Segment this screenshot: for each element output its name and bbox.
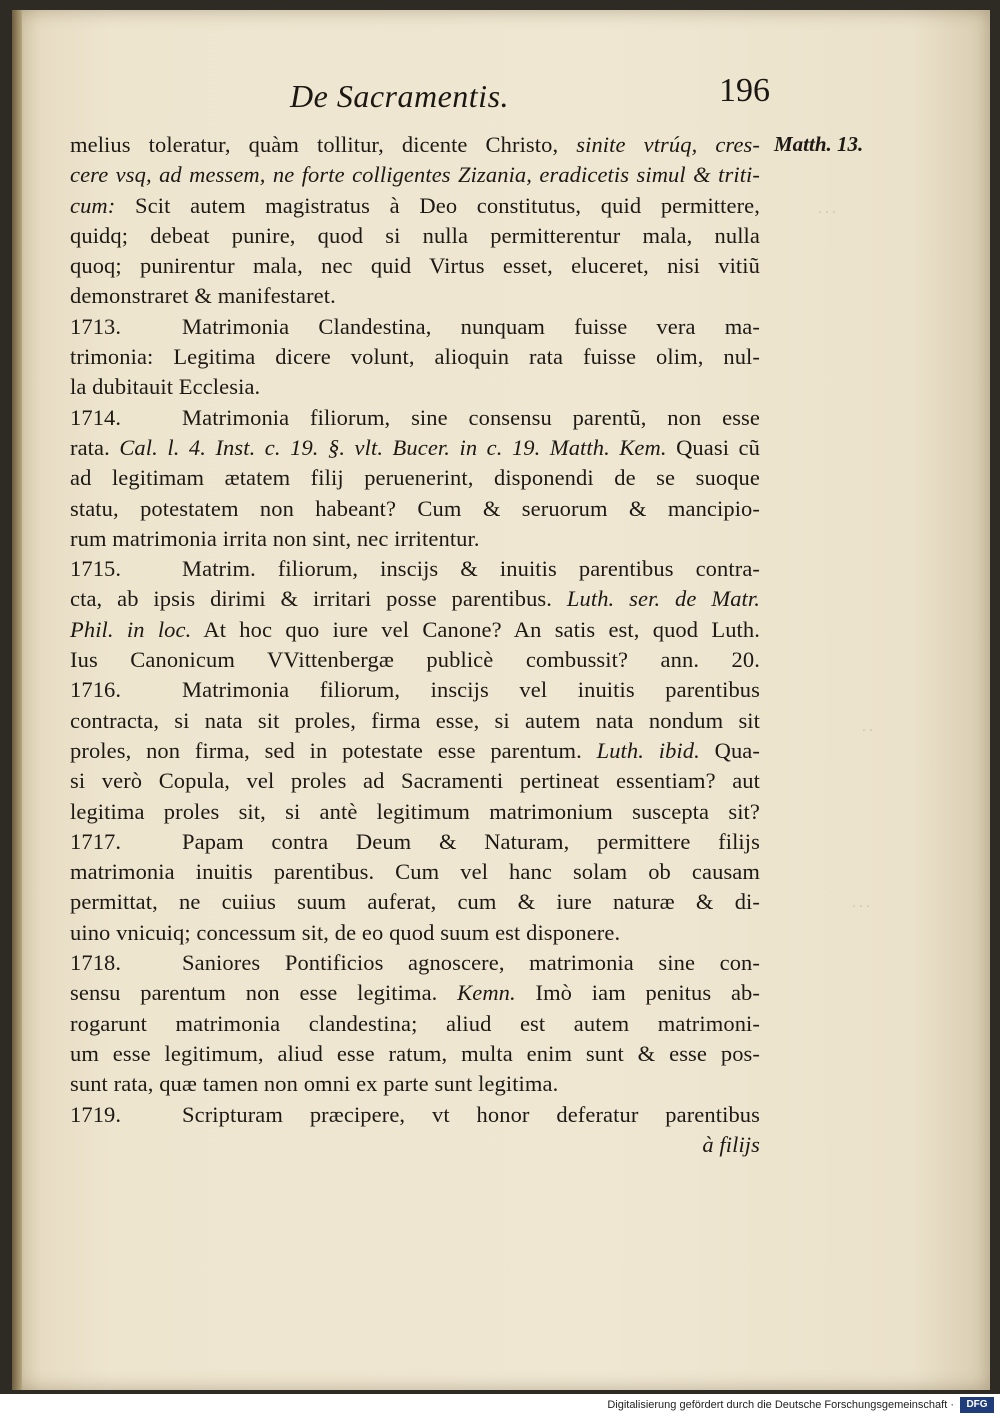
line-text: At hoc quo iure vel Canone? An satis est, quod Luth.	[191, 616, 760, 642]
text-line	[70, 342, 760, 372]
bleed-through-mark: · · ·	[852, 900, 870, 915]
page-binding-edge	[12, 10, 22, 1390]
paragraph-number: 1713.	[70, 313, 122, 339]
line-text: legitima proles sit, si antè legitimum matrimonium suscepta sit?	[70, 798, 760, 824]
line-text: melius toleratur, quàm tollitur, dicente Christo,	[70, 132, 577, 157]
line-text: Papam contra Deum & Naturam, permittere filijs	[182, 828, 760, 854]
bleed-through-mark: · · ·	[818, 206, 836, 221]
line-text: sunt rata, quæ tamen non omni ex parte sunt legitima.	[70, 1071, 559, 1097]
text-line	[70, 494, 760, 524]
dfg-credit-text: Digitalisierung gefördert durch die Deutsche Forschungsgemeinschaft ·	[607, 1399, 954, 1411]
text-line	[70, 1039, 760, 1069]
line-text: Matrimonia Clandestina, nunquam fuisse vera ma-	[182, 313, 760, 339]
page-number: 196	[719, 72, 770, 109]
paragraph-number: 1718.	[70, 950, 122, 976]
text-line	[70, 433, 760, 463]
text-line	[70, 706, 760, 736]
line-text: Matrimonia filiorum, inscijs vel inuitis parentibus	[182, 677, 760, 703]
line-text: rata.	[70, 434, 120, 460]
text-line	[70, 887, 760, 917]
italic-citation: Luth. ibid.	[596, 737, 700, 763]
italic-citation: cere vsq, ad messem, ne forte colligentes Zizania, eradicetis simul & triti-	[70, 162, 760, 188]
text-line	[70, 766, 760, 796]
line-text: quidq; debeat punire, quod si nulla permitterentur mala, nulla	[70, 222, 760, 248]
text-line	[70, 797, 760, 827]
italic-citation: Cal. l. 4. Inst. c. 19. §. vlt. Bucer. in c. 19. Matth. Kem.	[119, 434, 667, 460]
line-text: si verò Copula, vel proles ad Sacramenti pertineat essentiam? aut	[70, 768, 760, 794]
line-text: Matrimonia filiorum, sine consensu parentũ, non esse	[182, 404, 760, 430]
text-line	[70, 403, 760, 433]
text-line	[70, 1130, 760, 1160]
paragraph-number: 1719.	[70, 1101, 122, 1127]
text-line	[70, 160, 760, 190]
line-text: quoq; punirentur mala, nec quid Virtus esset, eluceret, nisi vitiũ	[70, 253, 760, 279]
dfg-logo: DFG	[960, 1397, 994, 1413]
text-line	[70, 130, 760, 160]
page-header	[290, 72, 770, 122]
text-line	[70, 736, 760, 766]
text-line	[70, 584, 760, 614]
text-line	[70, 1100, 760, 1130]
line-text: Qua-	[699, 737, 760, 763]
running-title: De Sacramentis.	[290, 78, 510, 114]
line-text: matrimonia inuitis parentibus. Cum vel hanc solam ob causam	[70, 859, 760, 885]
text-line	[70, 191, 760, 221]
paragraph-number: 1716.	[70, 677, 122, 703]
line-text: sensu parentum non esse legitima.	[70, 980, 458, 1006]
text-line	[70, 312, 760, 342]
margin-note: Matth. 13.	[774, 132, 864, 156]
text-line	[70, 221, 760, 251]
text-line	[70, 675, 760, 705]
line-text: um esse legitimum, aliud esse ratum, multa enim sunt & esse pos-	[70, 1040, 760, 1066]
line-text: la dubitauit Ecclesia.	[70, 374, 261, 400]
text-line	[70, 978, 760, 1008]
line-text: rum matrimonia irrita non sint, nec irritentur.	[70, 525, 480, 551]
line-text: demonstraret & manifestaret.	[70, 283, 336, 309]
body-text	[70, 130, 760, 1160]
line-text: Matrim. filiorum, inscijs & inuitis parentibus contra-	[182, 556, 760, 582]
italic-citation: Kemn.	[457, 980, 516, 1006]
text-line	[70, 251, 760, 281]
text-line	[70, 1009, 760, 1039]
bleed-through-mark: · ·	[862, 724, 873, 739]
line-text: statu, potestatem non habeant? Cum & seruorum & mancipio-	[70, 495, 760, 521]
italic-citation: à filijs	[702, 1131, 760, 1157]
line-text: trimonia: Legitima dicere volunt, alioquin rata fuisse olim, nul-	[70, 344, 760, 370]
italic-citation: Luth. ser. de Matr.	[566, 586, 760, 612]
text-line	[70, 645, 760, 675]
line-text: Imò iam penitus ab-	[515, 980, 760, 1006]
line-text: Scripturam præcipere, vt honor deferatur parentibus	[182, 1101, 760, 1127]
italic-citation: cum:	[70, 192, 116, 218]
text-line	[70, 463, 760, 493]
text-line	[70, 281, 760, 311]
line-text: ad legitimam ætatem filij peruenerint, disponendi de se suoque	[70, 465, 760, 491]
line-text: uino vnicuiq; concessum sit, de eo quod suum est disponere.	[70, 919, 621, 945]
text-line	[70, 554, 760, 584]
text-line	[70, 524, 760, 554]
line-text: contracta, si nata sit proles, firma esse, si autem nata nondum sit	[70, 707, 760, 733]
paragraph-number: 1714.	[70, 404, 122, 430]
text-line	[70, 372, 760, 402]
line-text: permittat, ne cuiius suum auferat, cum & iure naturæ & di-	[70, 889, 760, 915]
paragraph-number: 1715.	[70, 556, 122, 582]
line-text: cta, ab ipsis dirimi & irritari posse parentibus.	[70, 586, 567, 612]
line-text: rogarunt matrimonia clandestina; aliud est autem matrimoni-	[70, 1010, 760, 1036]
footer-bar	[0, 1394, 1000, 1418]
italic-citation: Phil. in loc.	[70, 616, 192, 642]
line-text: Ius Canonicum VVittenbergæ publicè combussit? ann. 20.	[70, 647, 760, 673]
line-text: proles, non firma, sed in potestate esse parentum.	[70, 737, 597, 763]
text-line	[70, 857, 760, 887]
text-line	[70, 615, 760, 645]
text-line	[70, 918, 760, 948]
italic-citation: sinite vtrúq, cres-	[576, 132, 760, 157]
text-line	[70, 948, 760, 978]
line-text: Scit autem magistratus à Deo constitutus, quid permittere,	[115, 192, 760, 218]
line-text: Quasi cũ	[666, 434, 760, 460]
text-line	[70, 827, 760, 857]
line-text: Saniores Pontificios agnoscere, matrimonia sine con-	[182, 950, 760, 976]
text-line	[70, 1069, 760, 1099]
paragraph-number: 1717.	[70, 828, 122, 854]
